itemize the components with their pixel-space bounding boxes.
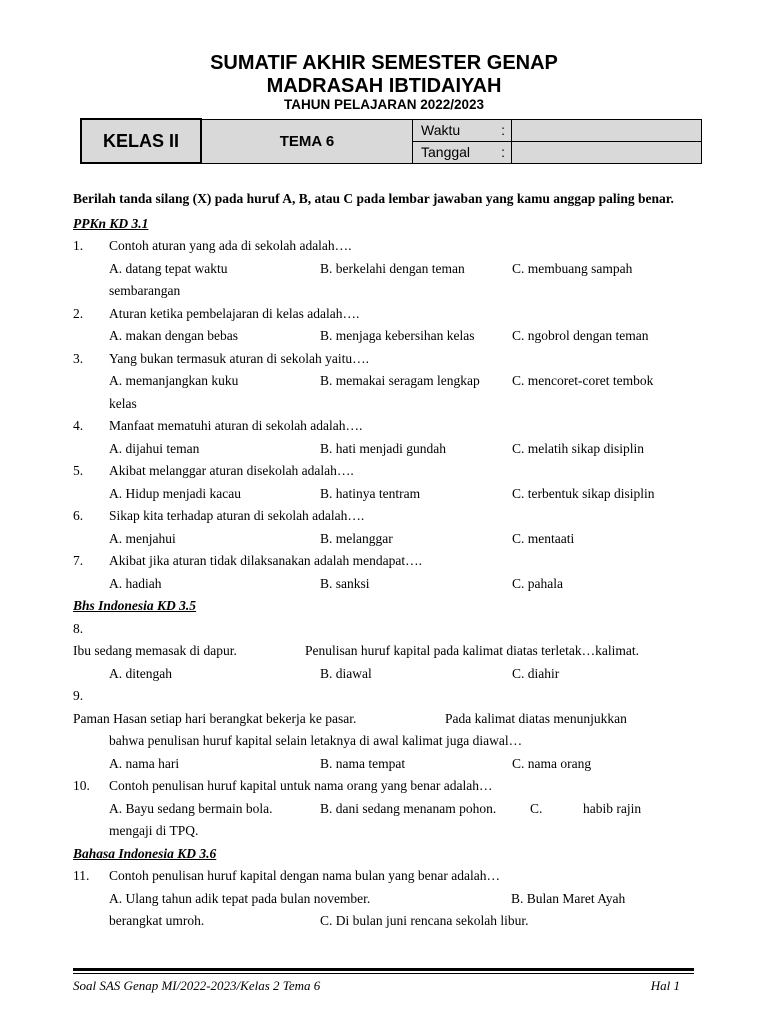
option-a: A. dijahui teman	[109, 440, 200, 456]
question-sentence: Paman Hasan setiap hari berangkat bekerja ke pasar.	[73, 710, 357, 726]
question-3: 3. Yang bukan termasuk aturan di sekolah yaitu….	[73, 350, 369, 366]
question-8	[73, 640, 694, 663]
option-a: A. menjahui	[109, 530, 176, 546]
option-c: C. ngobrol dengan teman	[512, 328, 649, 343]
question-text: Pada kalimat diatas menunjukkan	[445, 710, 627, 726]
option-b: B. menjaga kebersihan kelas	[320, 328, 475, 343]
exam-title: SUMATIF AKHIR SEMESTER GENAP	[210, 52, 558, 74]
options-11	[73, 888, 694, 911]
option-b: B. diawal	[320, 665, 372, 681]
question-9-number: 9.	[73, 688, 84, 703]
options-8	[73, 663, 694, 686]
footer-rule	[73, 968, 694, 971]
option-a: A. Bayu sedang bermain bola.	[109, 800, 273, 816]
option-c: C. terbentuk sikap disiplin	[512, 485, 655, 501]
option-b: B. berkelahi dengan teman	[320, 260, 465, 276]
question-4: 4. Manfaat mematuhi aturan di sekolah adalah….	[73, 418, 363, 433]
option-a: A. makan dengan bebas	[109, 328, 238, 343]
tanggal-label: Tanggal :	[413, 141, 512, 163]
option-continuation: mengaji di TPQ.	[109, 823, 199, 838]
options-5	[73, 483, 694, 506]
option-b: B. sanksi	[320, 575, 370, 591]
tanggal-value	[512, 141, 702, 163]
option-c: C. mencoret-coret tembok	[512, 373, 654, 388]
tema-cell: TEMA 6	[201, 119, 413, 163]
option-a: A. hadiah	[109, 575, 162, 591]
question-8-number: 8.	[73, 620, 84, 636]
page-number: Hal 1	[650, 978, 680, 993]
options-9	[73, 753, 694, 776]
options-3	[73, 370, 694, 393]
options-11-cont	[73, 910, 694, 933]
waktu-label: Waktu :	[413, 119, 512, 141]
option-a: A. ditengah	[109, 665, 172, 681]
option-b: B. memakai seragam lengkap	[320, 373, 480, 388]
option-c: C. nama orang	[512, 755, 592, 771]
option-b: B. dani sedang menanam pohon.	[320, 800, 497, 816]
academic-year: TAHUN PELAJARAN 2022/2023	[283, 97, 485, 112]
question-continuation: bahwa penulisan huruf kapital selain letaknya di awal kalimat juga diawal…	[109, 733, 523, 748]
section-bahasa-indonesia-3-6: Bahasa Indonesia KD 3.6	[73, 845, 217, 861]
options-10	[73, 798, 694, 821]
question-11: 11. Contoh penulisan huruf kapital dengan nama bulan yang benar adalah…	[73, 868, 501, 883]
option-c-text: habib rajin	[583, 800, 642, 816]
option-a: A. Ulang tahun adik tepat pada bulan november.	[109, 890, 371, 906]
option-b: B. melanggar	[320, 530, 393, 546]
question-2: 2. Aturan ketika pembelajaran di kelas adalah….	[73, 305, 360, 321]
option-b: B. Bulan Maret Ayah	[511, 890, 626, 906]
option-b: B. hatinya tentram	[320, 485, 421, 501]
info-table	[80, 118, 702, 164]
question-5: 5. Akibat melanggar aturan disekolah adalah….	[73, 463, 354, 478]
option-c: C. diahir	[512, 665, 560, 681]
waktu-value	[512, 119, 702, 141]
school-name: MADRASAH IBTIDAIYAH	[266, 75, 502, 97]
option-continuation: sembarangan	[109, 283, 181, 298]
question-6: 6. Sikap kita terhadap aturan di sekolah adalah….	[73, 508, 365, 523]
option-a: A. Hidup menjadi kacau	[109, 485, 241, 501]
options-7	[73, 573, 694, 596]
option-continuation: kelas	[109, 395, 137, 411]
option-continuation: berangkat umroh.	[109, 913, 205, 928]
option-c: C. pahala	[512, 575, 563, 591]
option-a: A. datang tepat waktu	[109, 260, 228, 276]
option-c: C. mentaati	[512, 530, 575, 546]
question-sentence: Ibu sedang memasak di dapur.	[73, 643, 237, 658]
section-ppkn: PPKn KD 3.1	[73, 215, 149, 231]
question-9	[73, 708, 694, 731]
option-a: A. memanjangkan kuku	[109, 373, 239, 388]
footer-rule-thin	[73, 973, 694, 974]
kelas-cell: KELAS II	[81, 119, 201, 163]
option-c: C. Di bulan juni rencana sekolah libur.	[320, 913, 529, 928]
options-1	[73, 258, 694, 281]
question-text: Penulisan huruf kapital pada kalimat diatas terletak…kalimat.	[305, 643, 640, 658]
options-6	[73, 528, 694, 551]
option-b: B. hati menjadi gundah	[320, 440, 446, 456]
options-2	[73, 325, 694, 348]
options-4	[73, 438, 694, 461]
instruction-text: Berilah tanda silang (X) pada huruf A, B, atau C pada lembar jawaban yang kamu anggap paling benar.	[73, 191, 674, 206]
exam-content	[73, 188, 694, 933]
question-1: 1. Contoh aturan yang ada di sekolah adalah….	[73, 238, 352, 253]
footer-doc-info: Soal SAS Genap MI/2022-2023/Kelas 2 Tema 6	[73, 978, 321, 993]
section-bhs-indonesia-3-5: Bhs Indonesia KD 3.5	[73, 598, 197, 613]
question-10: 10. Contoh penulisan huruf kapital untuk nama orang yang benar adalah…	[73, 778, 493, 793]
option-c: C. melatih sikap disiplin	[512, 440, 644, 456]
option-c: C.	[530, 800, 543, 816]
option-a: A. nama hari	[109, 755, 180, 771]
option-b: B. nama tempat	[320, 755, 406, 771]
question-7: 7. Akibat jika aturan tidak dilaksanakan adalah mendapat….	[73, 553, 423, 568]
option-c: C. membuang sampah	[512, 260, 633, 276]
